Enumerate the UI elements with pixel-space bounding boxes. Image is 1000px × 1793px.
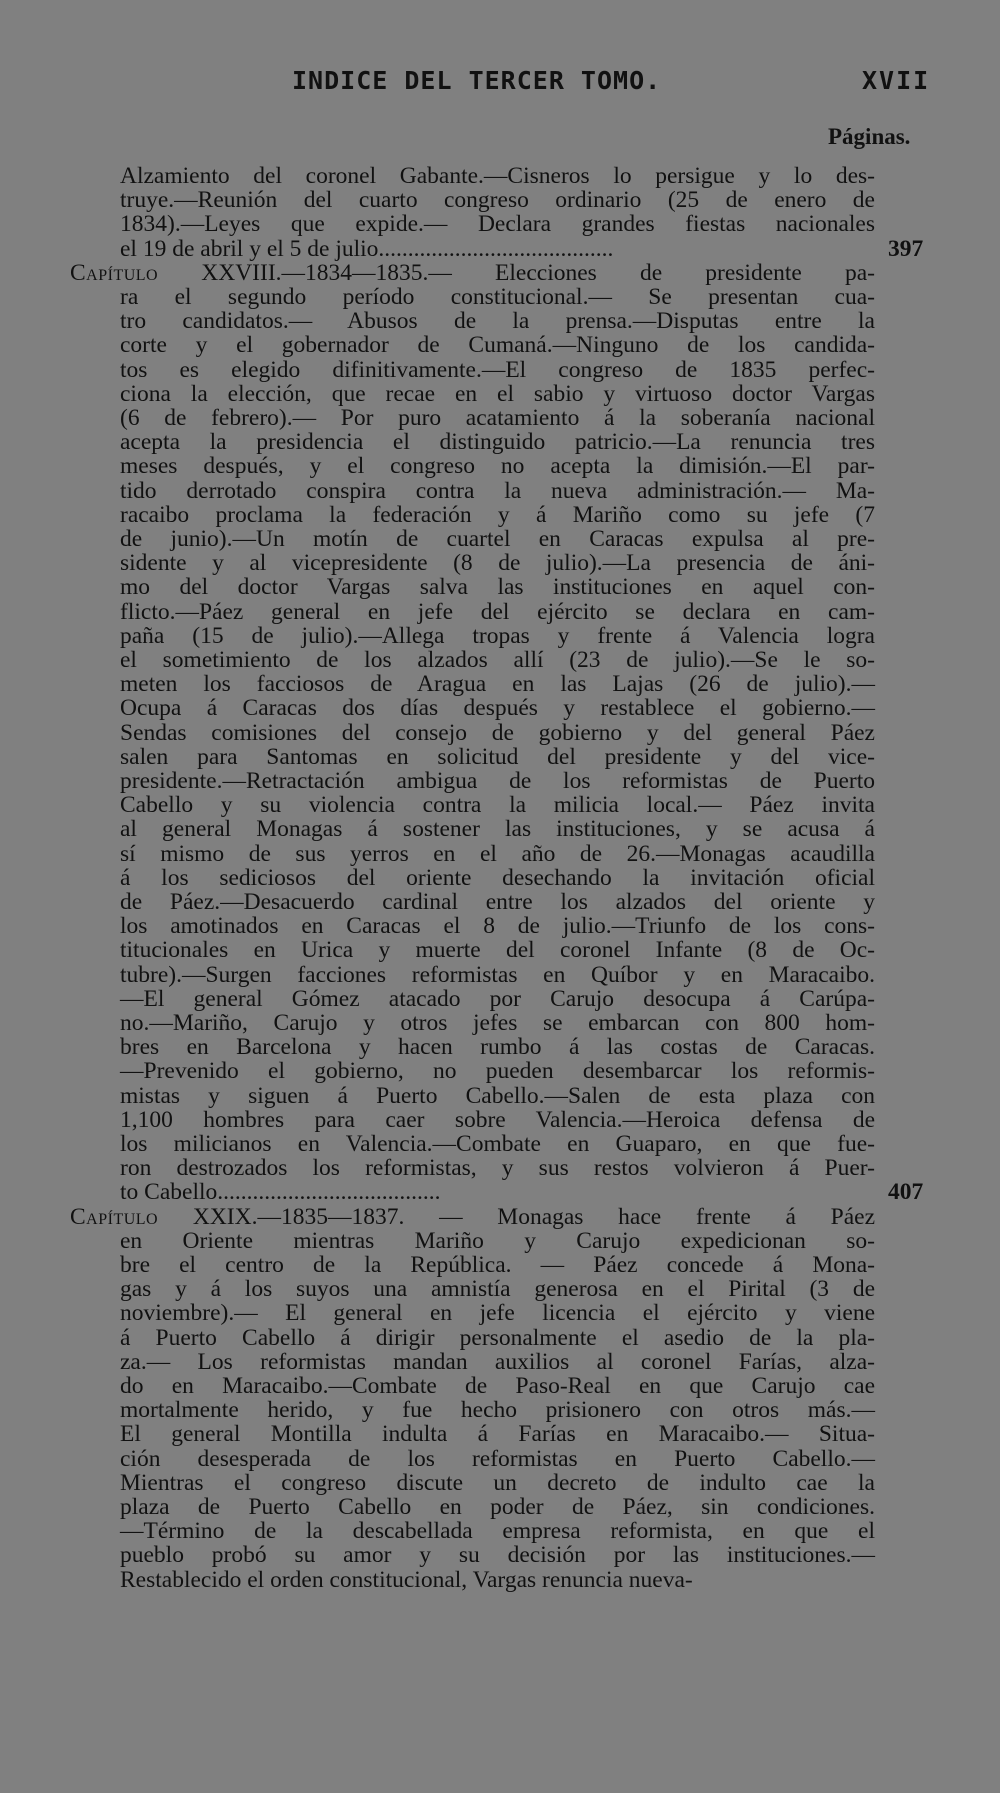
entry-line: sí mismo de sus yerros en el año de 26.—Monagas acaudilla — [120, 840, 875, 867]
entry-line: bre el centro de la República. — Páez concede á Mona- — [120, 1252, 875, 1278]
entry-line: tubre).—Surgen facciones reformistas en Quíbor y en Maracaibo. — [120, 961, 875, 988]
entry-line: tos es elegido difinitivamente.—El congreso de 1835 perfec- — [120, 356, 875, 383]
entry-line: el 19 de abril y el 5 de julio........................................ — [120, 235, 614, 262]
entry-line: no.—Mariño, Carujo y otros jefes se embarcan con 800 hom- — [120, 1010, 875, 1036]
entry-line: á los sediciosos del oriente desechando la invitación oficial — [120, 864, 875, 891]
entry-line: los amotinados en Caracas el 8 de julio.—Triunfo de los cons- — [120, 913, 875, 940]
entry-line: truye.—Reunión del cuarto congreso ordinario (25 de enero de — [120, 187, 875, 214]
paginas-label: Páginas. — [828, 124, 911, 149]
entry-line: —El general Gómez atacado por Carujo desocupa á Carúpa- — [120, 985, 875, 1012]
entry-page-number: 407 — [888, 1179, 924, 1206]
entry-line: de Páez.—Desacuerdo cardinal entre los alzados del oriente y — [120, 889, 875, 915]
entry-line: bres en Barcelona y hacen rumbo á las costas de Caracas. — [120, 1034, 875, 1061]
entry-line: pueblo probó su amor y su decisión por las instituciones.— — [120, 1542, 875, 1569]
entry-line: do en Maracaibo.—Combate de Paso-Real en que Carujo cae — [120, 1373, 875, 1399]
entry-line: Sendas comisiones del consejo de gobierno y del general Páez — [120, 719, 875, 746]
entry-line: paña (15 de julio).—Allega tropas y frente á Valencia logra — [120, 622, 875, 649]
entry-line: sidente y al vicepresidente (8 de julio).—La presencia de áni- — [120, 550, 875, 577]
entry-line: en Oriente mientras Mariño y Carujo expedicionan so- — [120, 1227, 875, 1254]
entry-line: Ocupa á Caracas dos días después y restablece el gobierno.— — [120, 695, 875, 722]
entry-line: meses después, y el congreso no acepta la dimisión.—El par- — [120, 453, 875, 480]
entry-line: Mientras el congreso discute un decreto de indulto cae la — [120, 1469, 875, 1496]
entry-line: racaibo proclama la federación y á Mariño como su jefe (7 — [120, 501, 875, 528]
entry-line: salen para Santomas en solicitud del presidente y del vice- — [120, 743, 875, 770]
entry-line: Alzamiento del coronel Gabante.—Cisneros lo persigue y lo des- — [120, 163, 875, 189]
entry-line: meten los facciosos de Aragua en las Lajas (26 de julio).— — [120, 671, 875, 698]
entry-line: presidente.—Retractación ambigua de los reformistas de Puerto — [120, 768, 875, 794]
entry-line: ra el segundo período constitucional.— Se presentan cua- — [120, 284, 875, 310]
entry-line: titucionales en Urica y muerte del coronel Infante (8 de Oc- — [120, 937, 875, 964]
entry-line: tido derrotado conspira contra la nueva administración.— Ma- — [120, 477, 875, 504]
entry-line: los milicianos en Valencia.—Combate en Guaparo, en que fue- — [120, 1131, 875, 1157]
running-header — [0, 66, 1000, 102]
entry-line: ciona la elección, que recae en el sabio y virtuoso doctor Vargas — [120, 380, 875, 407]
entry-line: ción desesperada de los reformistas en Puerto Cabello.— — [120, 1445, 875, 1472]
entry-line: mo del doctor Vargas salva las instituciones en aquel con- — [120, 574, 875, 601]
entry-line: ron destrozados los reformistas, y sus restos volvieron á Puer- — [120, 1155, 875, 1182]
entry-line: tro candidatos.— Abusos de la prensa.—Disputas entre la — [120, 308, 875, 335]
entry-line: noviembre).— El general en jefe licencia el ejército y viene — [120, 1300, 875, 1327]
header-page-number: XVII — [862, 66, 931, 95]
entry-line: al general Monagas á sostener las instituciones, y se acusa á — [120, 816, 875, 843]
header-title: INDICE DEL TERCER TOMO. — [292, 66, 662, 95]
entry-line: mortalmente herido, y fue hecho prisionero con otros más.— — [120, 1397, 875, 1424]
entry-line: 1,100 hombres para caer sobre Valencia.—Heroica defensa de — [120, 1106, 875, 1133]
entry-line: acepta la presidencia el distinguido patricio.—La renuncia tres — [120, 429, 875, 456]
entry-line: mistas y siguen á Puerto Cabello.—Salen de esta plaza con — [120, 1082, 875, 1109]
entry-line: flicto.—Páez general en jefe del ejército se declara en cam- — [120, 598, 875, 625]
entry-line: Capítulo XXIX.—1835—1837. — Monagas hace frente á Páez — [70, 1203, 875, 1230]
entry-line: de junio).—Un motín de cuartel en Caracas expulsa al pre- — [120, 526, 875, 552]
entry-line: Restablecido el orden constitucional, Vargas renuncia nueva- — [120, 1566, 693, 1593]
entry-line: á Puerto Cabello á dirigir personalmente el asedio de la pla- — [120, 1324, 875, 1351]
entry-line: to Cabello...................................... — [120, 1179, 441, 1206]
entry-line: —Prevenido el gobierno, no pueden desembarcar los reformis- — [120, 1058, 875, 1085]
entry-line: corte y el gobernador de Cumaná.—Ninguno de los candida- — [120, 332, 875, 359]
entry-line: gas y á los suyos una amnistía generosa en el Pirital (3 de — [120, 1276, 875, 1303]
entry-line: Cabello y su violencia contra la milicia local.— Páez invita — [120, 792, 875, 819]
entry-line: Capítulo XXVIII.—1834—1835.— Elecciones de presidente pa- — [70, 259, 875, 286]
entry-line: plaza de Puerto Cabello en poder de Páez, sin condiciones. — [120, 1494, 875, 1520]
entry-line: —Término de la descabellada empresa reformista, en que el — [120, 1518, 875, 1545]
entry-line: za.— Los reformistas mandan auxilios al coronel Farías, alza- — [120, 1348, 875, 1375]
entry-line: (6 de febrero).— Por puro acatamiento á la soberanía nacional — [120, 405, 875, 431]
entry-line: El general Montilla indulta á Farías en Maracaibo.— Situa- — [120, 1421, 875, 1448]
entry-page-number: 397 — [888, 235, 924, 262]
entry-line: el sometimiento de los alzados allí (23 de julio).—Se le so- — [120, 647, 875, 673]
entry-line: 1834).—Leyes que expide.— Declara grandes fiestas nacionales — [120, 211, 875, 238]
